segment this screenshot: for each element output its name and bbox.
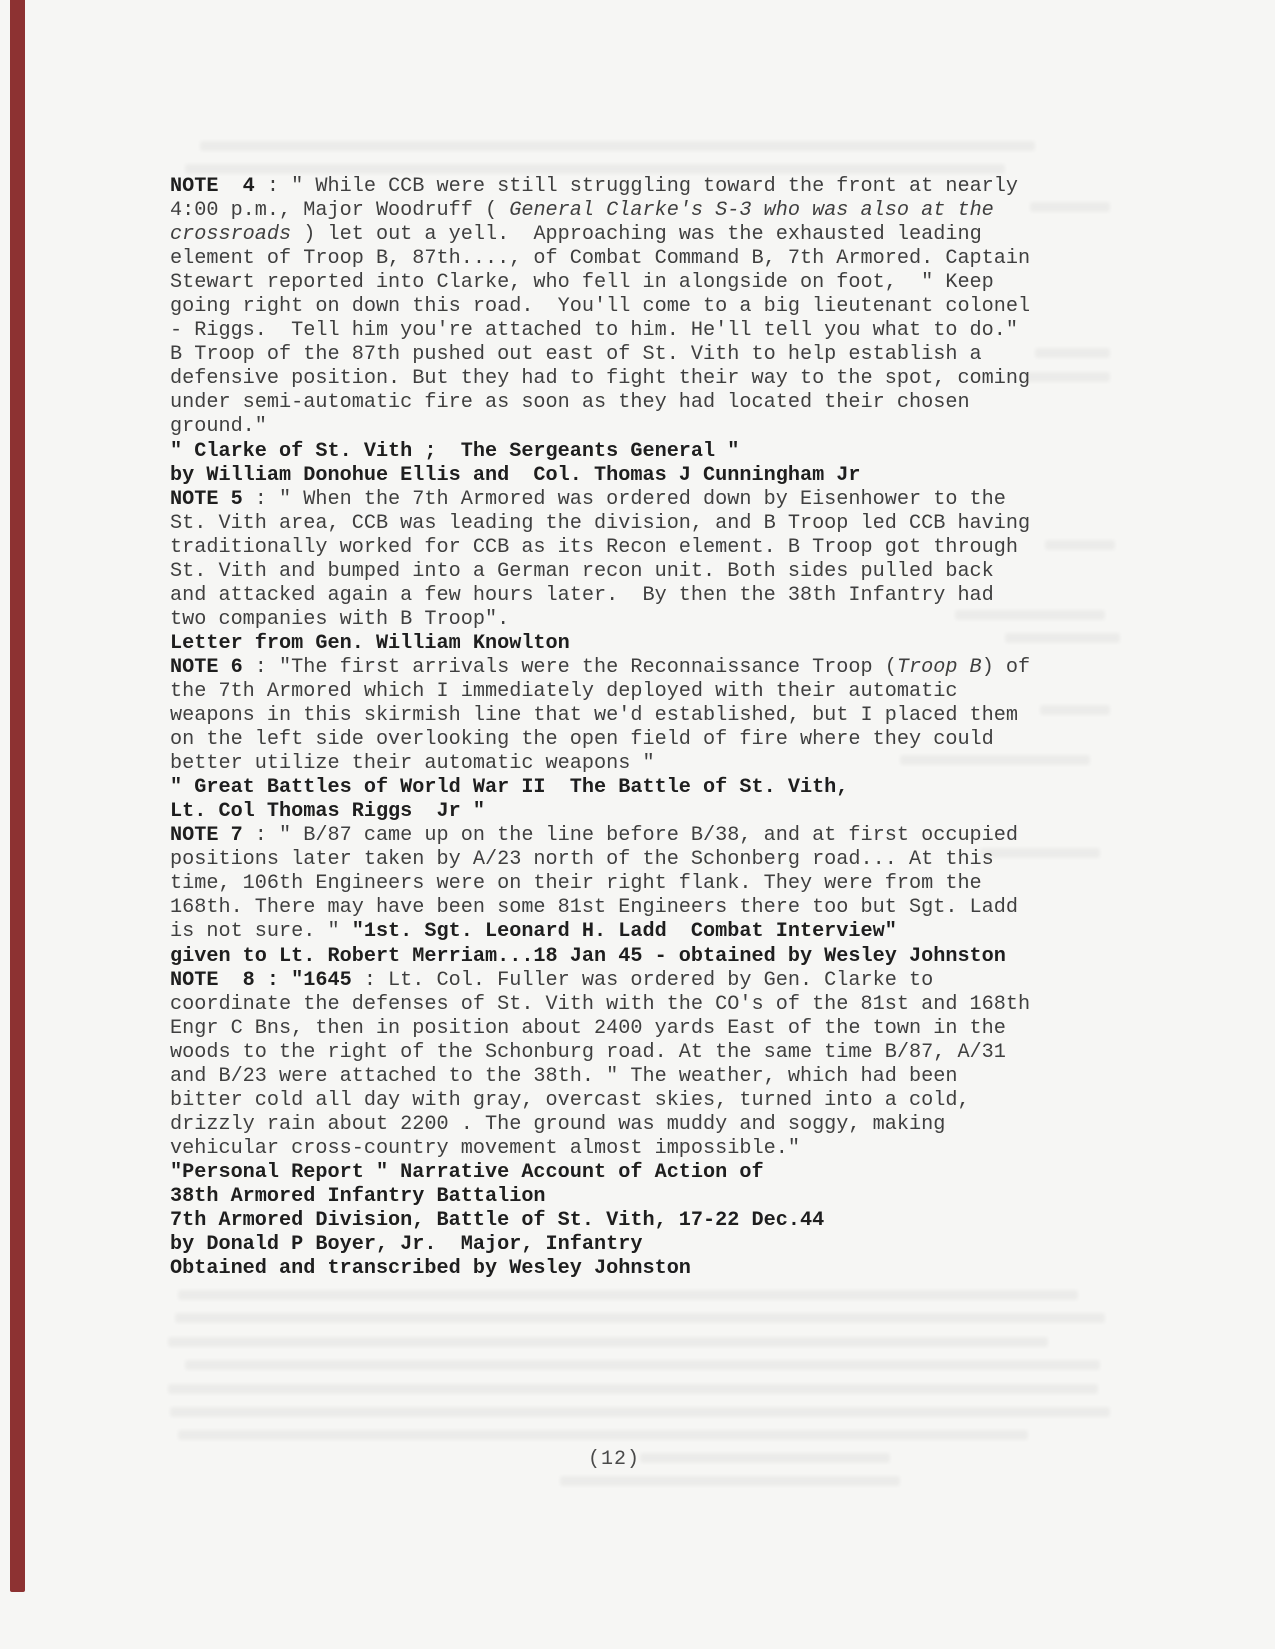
bleed-through-line <box>178 1290 1078 1300</box>
text-line: " Clarke of St. Vith ; The Sergeants General " <box>170 439 740 463</box>
text-line: is not sure. " "1st. Sgt. Leonard H. Ladd Combat Interview" <box>170 920 897 944</box>
text-line: Stewart reported into Clarke, who fell in alongside on foot, " Keep <box>170 271 994 295</box>
text-line: and attacked again a few hours later. By then the 38th Infantry had <box>170 583 994 607</box>
page-number: (12) <box>588 1448 641 1471</box>
text-line: weapons in this skirmish line that we'd established, but I placed them <box>170 704 1019 728</box>
text-line: Lt. Col Thomas Riggs Jr " <box>170 800 485 824</box>
text-line: by William Donohue Ellis and Col. Thomas J Cunningham Jr <box>170 463 861 487</box>
bleed-through-line <box>170 1407 1110 1417</box>
text-line: the 7th Armored which I immediately deployed with their automatic <box>170 679 958 703</box>
text-line: two companies with B Troop". <box>170 607 510 631</box>
text-line: time, 106th Engineers were on their right flank. They were from the <box>170 872 982 896</box>
text-block <box>170 175 1170 1281</box>
text-line: defensive position. But they had to fight their way to the spot, coming <box>170 367 1031 391</box>
text-line: 7th Armored Division, Battle of St. Vith, 17-22 Dec.44 <box>170 1209 825 1233</box>
bleed-through-line <box>640 1453 890 1463</box>
text-line: NOTE 8 : "1645 : Lt. Col. Fuller was ordered by Gen. Clarke to <box>170 968 934 992</box>
text-line: 4:00 p.m., Major Woodruff ( General Clarke's S-3 who was also at the <box>170 199 994 223</box>
bleed-through-line <box>168 1384 1098 1394</box>
text-line: and B/23 were attached to the 38th. " The weather, which had been <box>170 1064 958 1088</box>
text-line: drizzly rain about 2200 . The ground was muddy and soggy, making <box>170 1112 946 1136</box>
bleed-through-line <box>168 1337 1048 1347</box>
text-line: woods to the right of the Schonburg road. At the same time B/87, A/31 <box>170 1040 1006 1064</box>
bleed-through-line <box>185 164 1005 174</box>
text-line: element of Troop B, 87th...., of Combat Command B, 7th Armored. Captain <box>170 247 1031 271</box>
text-line: better utilize their automatic weapons " <box>170 752 655 776</box>
text-line: Engr C Bns, then in position about 2400 yards East of the town in the <box>170 1016 1006 1040</box>
text-line: vehicular cross-country movement almost impossible." <box>170 1136 800 1160</box>
text-line: ground." <box>170 415 267 439</box>
red-edge-strip <box>10 0 25 1592</box>
text-line: " Great Battles of World War II The Battle of St. Vith, <box>170 776 849 800</box>
text-line: on the left side overlooking the open field of fire where they could <box>170 728 994 752</box>
text-line: by Donald P Boyer, Jr. Major, Infantry <box>170 1233 643 1257</box>
text-line: NOTE 5 : " When the 7th Armored was ordered down by Eisenhower to the <box>170 487 1006 511</box>
text-line: positions later taken by A/23 north of the Schonberg road... At this <box>170 848 994 872</box>
text-line: 168th. There may have been some 81st Engineers there too but Sgt. Ladd <box>170 896 1019 920</box>
text-line: 38th Armored Infantry Battalion <box>170 1184 546 1208</box>
text-line: bitter cold all day with gray, overcast skies, turned into a cold, <box>170 1088 970 1112</box>
text-line: NOTE 6 : "The first arrivals were the Reconnaissance Troop (Troop B) of <box>170 655 1031 679</box>
bleed-through-line <box>178 1430 1028 1440</box>
text-line: - Riggs. Tell him you're attached to him. He'll tell you what to do." <box>170 319 1019 343</box>
text-line: "Personal Report " Narrative Account of Action of <box>170 1160 764 1184</box>
text-line: traditionally worked for CCB as its Recon element. B Troop got through <box>170 535 1019 559</box>
bleed-through-line <box>175 1313 1105 1323</box>
text-line: crossroads ) let out a yell. Approaching was the exhausted leading <box>170 223 982 247</box>
text-line: NOTE 4 : " While CCB were still struggling toward the front at nearly <box>170 175 1019 198</box>
text-line: St. Vith and bumped into a German recon unit. Both sides pulled back <box>170 559 994 583</box>
text-line: NOTE 7 : " B/87 came up on the line before B/38, and at first occupied <box>170 824 1019 848</box>
text-line: given to Lt. Robert Merriam...18 Jan 45 - obtained by Wesley Johnston <box>170 944 1006 968</box>
text-line: B Troop of the 87th pushed out east of St. Vith to help establish a <box>170 343 982 367</box>
text-line: St. Vith area, CCB was leading the division, and B Troop led CCB having <box>170 511 1031 535</box>
text-line: going right on down this road. You'll come to a big lieutenant colonel <box>170 295 1031 319</box>
bleed-through-line <box>560 1476 900 1486</box>
text-line: Letter from Gen. William Knowlton <box>170 631 570 655</box>
text-line: coordinate the defenses of St. Vith with the CO's of the 81st and 168th <box>170 992 1031 1016</box>
bleed-through-line <box>200 141 1035 151</box>
bleed-through-line <box>185 1360 1100 1370</box>
text-line: under semi-automatic fire as soon as they had located their chosen <box>170 391 970 415</box>
text-line: Obtained and transcribed by Wesley Johnston <box>170 1257 691 1281</box>
